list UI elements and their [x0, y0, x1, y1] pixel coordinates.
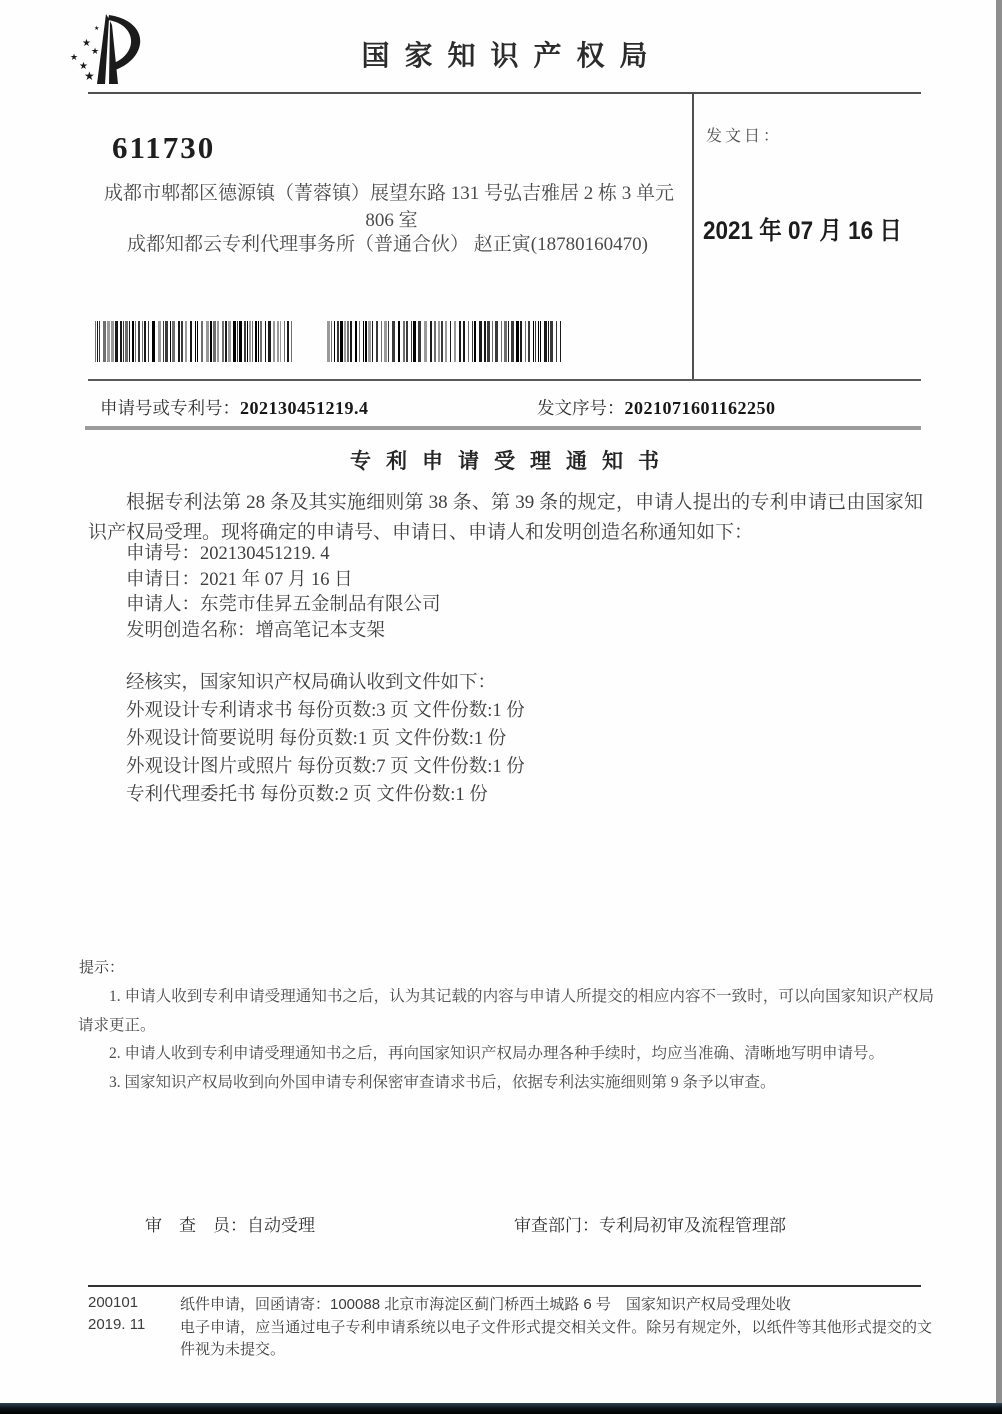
received-doc-item: 外观设计简要说明 每份页数:1 页 文件份数:1 份 [126, 729, 507, 749]
received-documents [126, 669, 525, 809]
field-application-date: 申请日：2021 年 07 月 16 日 [126, 569, 353, 590]
field-invention-name: 发明创造名称：增高笔记本支架 [126, 620, 386, 641]
field-applicant: 申请人：东莞市佳昇五金制品有限公司 [126, 595, 441, 615]
footer-instructions [180, 1294, 932, 1362]
notice-title: 专利申请受理通知书 [350, 449, 674, 473]
footer-line-paper: 纸件申请，回函请寄：100088 北京市海淀区蓟门桥西土城路 6 号 国家知识产权局受理处收 [180, 1296, 791, 1313]
received-doc-item: 外观设计图片或照片 每份页数:7 页 文件份数:1 份 [126, 757, 525, 777]
scan-edge-right [996, 0, 1002, 1414]
examiner-label: 审 查 员： [145, 1216, 247, 1235]
field-application-no: 申请号：202130451219. 4 [126, 544, 330, 564]
note-item-3: 3. 国家知识产权局收到向外国申请专利保密审查请求书后，依据专利法实施细则第 9 条予以审查。 [109, 1073, 776, 1091]
serial-number-value: 2021071601162250 [624, 398, 776, 418]
examiner-value: 自动受理 [247, 1216, 315, 1235]
application-number-row [100, 395, 369, 420]
recipient-address-line2: 806 室 [365, 210, 418, 231]
notes-label: 提示： [79, 960, 125, 976]
svg-text:★: ★ [84, 69, 95, 83]
notice-intro-paragraph: 根据专利法第 28 条及其实施细则第 38 条、第 39 条的规定，申请人提出的专利申请已由国家知识产权局受理。现将确定的申请号、申请日、申请人和发明创造名称通知如下： [88, 492, 923, 543]
dispatch-date-value: 2021 年 07 月 16 日 [703, 217, 902, 245]
footer-form-code: 200101 [88, 1294, 139, 1311]
barcode-divider [88, 379, 921, 381]
footer-divider [88, 1285, 921, 1287]
svg-text:★: ★ [82, 38, 91, 49]
dispatch-date-label: 发文日： [706, 128, 783, 145]
application-fields [126, 542, 441, 644]
barcode-left [95, 321, 292, 362]
serial-number-row [537, 395, 776, 420]
svg-text:★: ★ [94, 25, 100, 32]
application-number-label: 申请号或专利号： [100, 398, 240, 418]
note-item-2: 2. 申请人收到专利申请受理通知书之后，再向国家知识产权局办理各种手续时，均应当准确、清晰地写明申请号。 [109, 1045, 885, 1062]
notes-list [78, 983, 934, 1097]
svg-text:★: ★ [79, 61, 88, 72]
agency-title: 国家知识产权局 [361, 41, 663, 72]
received-doc-item: 专利代理委托书 每份页数:2 页 文件份数:1 份 [126, 785, 488, 805]
received-doc-item: 外观设计专利请求书 每份页数:3 页 文件份数:1 份 [126, 701, 525, 721]
department-value: 专利局初审及流程管理部 [599, 1216, 786, 1235]
department-row [514, 1211, 786, 1236]
serial-number-label: 发文序号： [537, 398, 625, 418]
recipient-code: 611730 [112, 130, 216, 165]
recipient-agent-line: 成都知都云专利代理事务所（普通合伙） 赵正寅(18780160470) [127, 234, 648, 255]
svg-text:★: ★ [91, 47, 100, 57]
recipient-address-line1: 成都市郫都区德源镇（菁蓉镇）展望东路 131 号弘吉雅居 2 栋 3 单元 [104, 183, 675, 204]
header-divider [88, 92, 921, 94]
section-divider [85, 426, 921, 430]
barcode-right [327, 321, 561, 362]
application-number-value: 202130451219.4 [240, 398, 369, 418]
examiner-row [145, 1211, 315, 1236]
note-item-1: 1. 申请人收到专利申请受理通知书之后，认为其记载的内容与申请人所提交的相应内容不一致时，可以向国家知识产权局请求更正。 [78, 988, 934, 1034]
footer-version: 2019. 11 [88, 1316, 146, 1333]
date-box-border [692, 92, 694, 381]
footer-line-electronic: 电子申请，应当通过电子专利申请系统以电子文件形式提交相关文件。除另有规定外，以纸件等其他形式提交的文件视为未提交。 [180, 1318, 932, 1358]
received-intro: 经核实，国家知识产权局确认收到文件如下： [126, 673, 497, 693]
department-label: 审查部门： [514, 1216, 599, 1235]
svg-text:★: ★ [70, 53, 79, 63]
scan-edge-bottom [0, 1403, 1002, 1414]
